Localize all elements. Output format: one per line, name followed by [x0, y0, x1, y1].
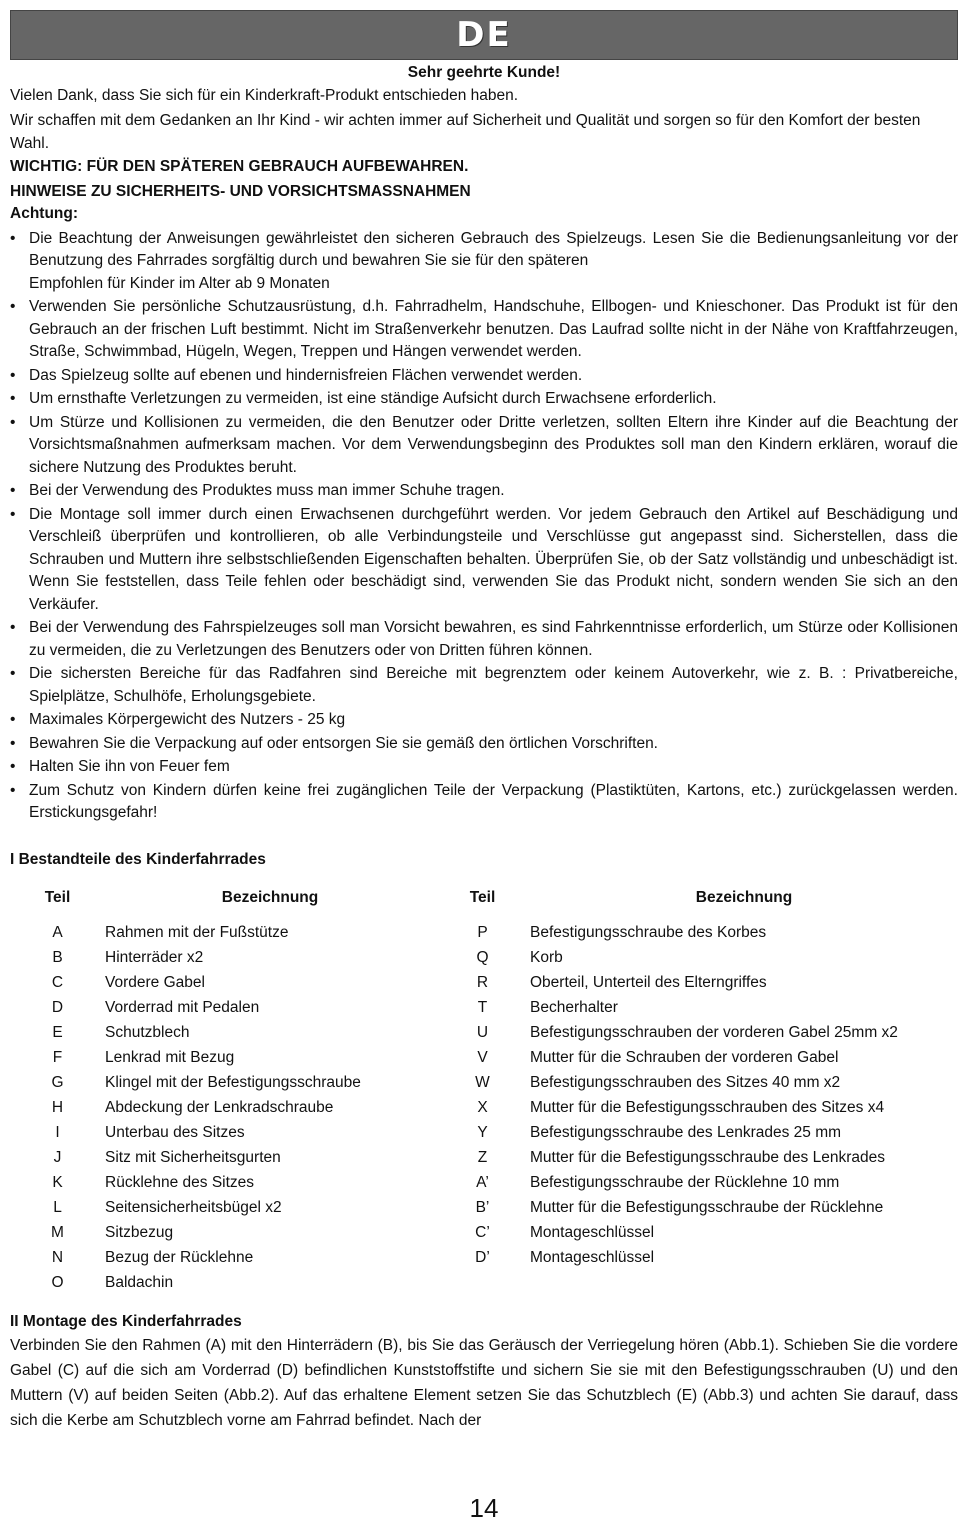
table-row [10, 1197, 958, 1222]
safety-note: • Die sichersten Bereiche für das Radfahren sind Bereiche mit begrenztem oder keinem Autoverkehr, wie z. B. : Privatbereiche, Spielplätze, Schulhöfe, Erholungsgebiete. [10, 663, 958, 708]
assembly-section-title: II Montage des Kinderfahrrades [10, 1312, 242, 1330]
safety-note: • Bei der Verwendung des Produktes muss man immer Schuhe tragen. [10, 480, 958, 503]
part-code: O [51, 1273, 64, 1291]
page-number: 14 [469, 1493, 499, 1523]
safety-note: • Um Stürze und Kollisionen zu vermeiden, die den Benutzer oder Dritte verletzen, sollten Eltern ihre Kinder auf die Beachtung der Vorsichtsmaßnahmen aufmerksam machen. Vor dem Verwendungsbeginn des Produktes soll man den Kindern erklären, worauf die sichere Nutzung des Produktes beruht. [10, 412, 958, 480]
safety-note: • Verwenden Sie persönliche Schutzausrüstung, d.h. Fahrradhelm, Handschuhe, Ellbogen- und Knieschoner. Das Produkt ist für den Gebrauch an der frischen Luft bestimmt. Nicht im Straßenverkehr benutzen. Das Laufrad sollte nicht in der Nähe von Kraftfahrzeugen, Straße, Schwimmbad, Hügeln, Wegen, Treppen und Hängen verwendet werden. [10, 296, 958, 364]
manual-page [10, 10, 958, 1433]
table-row [10, 1147, 958, 1172]
table-row [10, 1097, 958, 1122]
part-name: Befestigungsschraube des Lenkrades 25 mm [530, 1123, 842, 1141]
language-header-bar [10, 10, 958, 60]
table-row [10, 972, 958, 997]
table-row [10, 1122, 958, 1147]
part-code: F [52, 1048, 63, 1066]
parts-table [10, 881, 958, 1297]
header-part-2: Teil [469, 889, 496, 906]
table-row [10, 1072, 958, 1097]
safety-note: • Die Montage soll immer durch einen Erwachsenen durchgeführt werden. Vor jedem Gebrauch den Artikel auf Beschädigung und Verschleiß überprüfen und kontrollieren, ob alle Verbindungsteile und Verschlüsse gut angepasst sind. Sicherstellen, dass die Schrauben und Muttern ihre selbstschließenden Eigenschaften behalten. Überprüfen Sie, ob der Satz vollständig und unbeschädigt ist. Wenn Sie feststellen, dass Teile fehlen oder beschädigt sind, verwenden Sie das Produkt nicht, sondern wenden Sie sich an den Verkäufer. [10, 504, 958, 617]
part-name: Becherhalter [530, 998, 618, 1016]
table-row [10, 1022, 958, 1047]
part-name: Sitzbezug [105, 1223, 174, 1241]
part-code: J [53, 1148, 62, 1166]
part-code: Y [477, 1123, 488, 1141]
part-code: I [55, 1123, 60, 1141]
table-row [10, 1172, 958, 1197]
part-code: T [477, 998, 488, 1016]
part-name: Klingel mit der Befestigungsschraube [105, 1073, 361, 1091]
part-code [435, 1272, 530, 1297]
part-code: D [51, 998, 64, 1016]
safety-note: • Bei der Verwendung des Fahrspielzeuges soll man Vorsicht bewahren, es sind Fahrkenntnisse erforderlich, um Stürze oder Kollisionen zu vermeiden, die zu Verletzungen des Benutzers oder von Dritten führen können. [10, 617, 958, 662]
part-code: U [476, 1023, 489, 1041]
part-code: Z [477, 1148, 488, 1166]
part-name: Rücklehne des Sitzes [105, 1173, 255, 1191]
part-code: B’ [475, 1198, 490, 1216]
part-name: Oberteil, Unterteil des Elterngriffes [530, 973, 767, 991]
part-name: Befestigungsschrauben der vorderen Gabel 25mm x2 [530, 1023, 898, 1041]
part-code: D’ [475, 1248, 490, 1266]
header-name-2: Bezeichnung [695, 889, 793, 906]
part-name: Schutzblech [105, 1023, 190, 1041]
part-code: M [51, 1223, 64, 1241]
safety-note: • Das Spielzeug sollte auf ebenen und hindernisfreien Flächen verwendet werden. [10, 365, 958, 388]
table-row [10, 947, 958, 972]
part-code: K [52, 1173, 63, 1191]
part-code: R [476, 973, 489, 991]
header-part-1: Teil [44, 889, 71, 906]
table-row [10, 997, 958, 1022]
part-code: E [52, 1023, 63, 1041]
part-name: Hinterräder x2 [105, 948, 204, 966]
safety-note: • Zum Schutz von Kindern dürfen keine frei zugänglichen Teile der Verpackung (Plastiktüten, Kartons, etc.) zurückgelassen werden. Erstickungsgefahr! [10, 780, 958, 825]
table-row [10, 1247, 958, 1272]
part-name: Mutter für die Befestigungsschraube des Lenkrades [530, 1148, 885, 1166]
part-code: N [51, 1248, 64, 1266]
table-row [10, 1272, 958, 1297]
part-name: Befestigungsschraube der Rücklehne 10 mm [530, 1173, 840, 1191]
safety-note: • Maximales Körpergewicht des Nutzers - 25 kg [10, 709, 958, 732]
parts-table-body [10, 922, 958, 1297]
table-row [10, 1222, 958, 1247]
part-name: Bezug der Rücklehne [105, 1248, 254, 1266]
table-row [10, 1047, 958, 1072]
assembly-text: Verbinden Sie den Rahmen (A) mit den Hinterrädern (B), bis Sie das Geräusch der Verriegelung hören (Abb.1). Schieben Sie die vordere Gabel (C) auf die sich am Vorderrad (D) befindlichen Kunststoffstifte und sichern Sie sie mit den Befestigungsschrauben (U) und den Muttern (V) auf beiden Seiten (Abb.2). Auf das erhaltene Element setzen Sie das Schutzblech (E) (Abb.3) und achten Sie darauf, dass sich die Kerbe am Schutzblech vorne am Fahrrad befindet. Nach der [10, 1337, 958, 1429]
important-notice: WICHTIG: FÜR DEN SPÄTEREN GEBRAUCH AUFBEWAHREN. [10, 158, 469, 175]
greeting: Sehr geehrte Kunde! [407, 64, 561, 81]
safety-note: • Um ernsthafte Verletzungen zu vermeiden, ist eine ständige Aufsicht durch Erwachsene erforderlich. [10, 388, 958, 411]
part-name: Befestigungsschraube des Korbes [530, 923, 767, 941]
part-code: V [477, 1048, 488, 1066]
table-row [10, 922, 958, 947]
part-code: L [53, 1198, 62, 1216]
language-code: DE [456, 14, 512, 55]
part-code: G [51, 1073, 64, 1091]
part-code: X [477, 1098, 488, 1116]
part-name [530, 1272, 958, 1297]
part-name: Sitz mit Sicherheitsgurten [105, 1148, 281, 1166]
parts-table-header [10, 881, 958, 922]
safety-note: • Halten Sie ihn von Feuer fem [10, 756, 958, 779]
part-name: Seitensicherheitsbügel x2 [105, 1198, 282, 1216]
part-name: Mutter für die Befestigungsschrauben des Sitzes x4 [530, 1098, 885, 1116]
parts-section-title: I Bestandteile des Kinderfahrrades [10, 850, 266, 868]
header-name-1: Bezeichnung [221, 889, 319, 906]
part-name: Montageschlüssel [530, 1223, 655, 1241]
part-name: Lenkrad mit Bezug [105, 1048, 235, 1066]
part-name: Korb [530, 948, 563, 966]
part-name: Unterbau des Sitzes [105, 1123, 245, 1141]
part-name: Vorderrad mit Pedalen [105, 998, 260, 1016]
age-recommendation: Empfohlen für Kinder im Alter ab 9 Monaten [29, 274, 330, 292]
part-code: Q [476, 948, 489, 966]
part-name: Montageschlüssel [530, 1248, 655, 1266]
part-code: C’ [475, 1223, 490, 1241]
safety-heading: HINWEISE ZU SICHERHEITS- UND VORSICHTSMASSNAHMEN [10, 182, 471, 200]
part-code: P [477, 923, 488, 941]
part-name: Rahmen mit der Fußstütze [105, 923, 289, 941]
part-code: H [51, 1098, 64, 1116]
part-name: Vordere Gabel [105, 973, 205, 991]
part-name: Abdeckung der Lenkradschraube [105, 1098, 334, 1116]
attention-label: Achtung: [10, 205, 79, 222]
part-name: Mutter für die Befestigungsschraube der Rücklehne [530, 1198, 884, 1216]
part-name: Befestigungsschrauben des Sitzes 40 mm x2 [530, 1073, 841, 1091]
part-code: A [52, 923, 63, 941]
part-name: Mutter für die Schrauben der vorderen Gabel [530, 1048, 839, 1066]
part-code: W [475, 1073, 490, 1091]
safety-note: • Bewahren Sie die Verpackung auf oder entsorgen Sie sie gemäß den örtlichen Vorschriften. [10, 733, 958, 756]
thanks-text: Vielen Dank, dass Sie sich für ein Kinderkraft-Produkt entschieden haben. [10, 86, 519, 104]
part-name: Baldachin [105, 1273, 174, 1291]
safety-notes-list [10, 228, 958, 825]
safety-note: • Die Beachtung der Anweisungen gewährleistet den sicheren Gebrauch des Spielzeugs. Lesen Sie die Bedienungsanleitung vor der Benutzung des Fahrrades sorgfältig durch und bewahren Sie sie für den späteren Empfohlen für Kinder im Alter ab 9 Monaten [10, 228, 958, 296]
part-code: C [51, 973, 64, 991]
mission-text: Wir schaffen mit dem Gedanken an Ihr Kind - wir achten immer auf Sicherheit und Qualität und sorgen so für den Komfort der besten Wahl. [10, 112, 921, 152]
part-code: A’ [476, 1173, 489, 1191]
part-code: B [52, 948, 63, 966]
